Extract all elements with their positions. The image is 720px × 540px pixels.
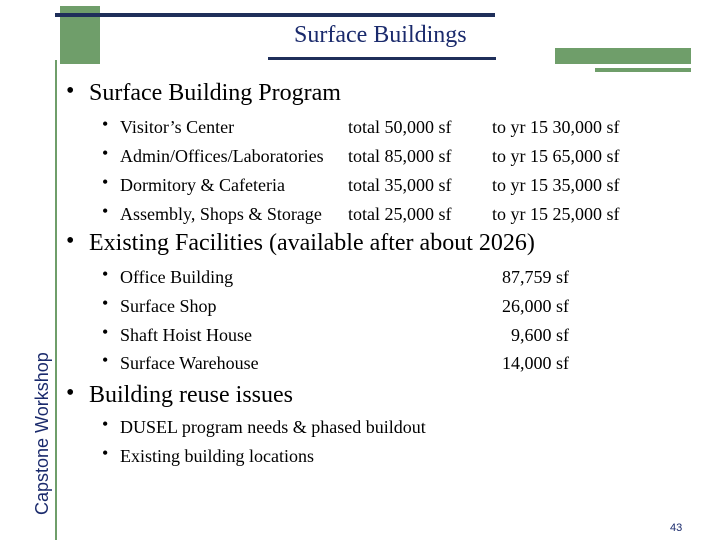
list-item-target: to yr 15 35,000 sf bbox=[492, 175, 620, 195]
page-number: 43 bbox=[670, 522, 683, 534]
slide-title: Surface Buildings bbox=[294, 22, 467, 48]
bullet-icon: • bbox=[102, 114, 109, 134]
section-heading: Surface Building Program bbox=[89, 80, 341, 106]
list-item-name: Surface Warehouse bbox=[120, 353, 259, 373]
list-item-name: Assembly, Shops & Storage bbox=[120, 204, 322, 224]
decorative-green-bar bbox=[555, 48, 691, 64]
bullet-icon: • bbox=[102, 201, 109, 221]
bullet-icon: • bbox=[102, 414, 109, 434]
bullet-icon: • bbox=[66, 380, 75, 406]
section-heading: Existing Facilities (available after about 2026) bbox=[89, 230, 535, 256]
list-item-target: to yr 15 25,000 sf bbox=[492, 204, 620, 224]
bullet-icon: • bbox=[102, 350, 109, 370]
list-item-name: Visitor’s Center bbox=[120, 117, 235, 137]
title-rule bbox=[268, 57, 496, 60]
list-item-target: to yr 15 65,000 sf bbox=[492, 146, 620, 166]
list-item-total: total 50,000 sf bbox=[348, 117, 452, 137]
list-item-name: Office Building bbox=[120, 267, 234, 287]
bullet-icon: • bbox=[102, 172, 109, 192]
bullet-icon: • bbox=[66, 78, 75, 104]
top-rule bbox=[55, 13, 495, 17]
list-item-area: 26,000 sf bbox=[502, 296, 569, 316]
bullet-icon: • bbox=[102, 143, 109, 163]
list-item-area: 14,000 sf bbox=[502, 353, 569, 373]
bullet-icon: • bbox=[102, 264, 109, 284]
list-item-target: to yr 15 30,000 sf bbox=[492, 117, 620, 137]
bullet-icon: • bbox=[102, 443, 109, 463]
list-item-total: total 25,000 sf bbox=[348, 204, 452, 224]
list-item-name: Existing building locations bbox=[120, 446, 314, 466]
list-item-total: total 85,000 sf bbox=[348, 146, 452, 166]
list-item-name: DUSEL program needs & phased buildout bbox=[120, 417, 426, 437]
decorative-green-bar-thin bbox=[595, 68, 691, 72]
list-item-name: Shaft Hoist House bbox=[120, 325, 252, 345]
list-item-area: 9,600 sf bbox=[511, 325, 569, 345]
list-item-name: Dormitory & Cafeteria bbox=[120, 175, 285, 195]
left-vertical-rule bbox=[55, 60, 57, 540]
list-item-name: Admin/Offices/Laboratories bbox=[120, 146, 324, 166]
bullet-icon: • bbox=[102, 293, 109, 313]
side-label: Capstone Workshop bbox=[32, 352, 52, 515]
list-item-area: 87,759 sf bbox=[502, 267, 569, 287]
bullet-icon: • bbox=[102, 322, 109, 342]
bullet-icon: • bbox=[66, 228, 75, 254]
section-heading: Building reuse issues bbox=[89, 382, 293, 408]
list-item-name: Surface Shop bbox=[120, 296, 217, 316]
list-item-total: total 35,000 sf bbox=[348, 175, 452, 195]
